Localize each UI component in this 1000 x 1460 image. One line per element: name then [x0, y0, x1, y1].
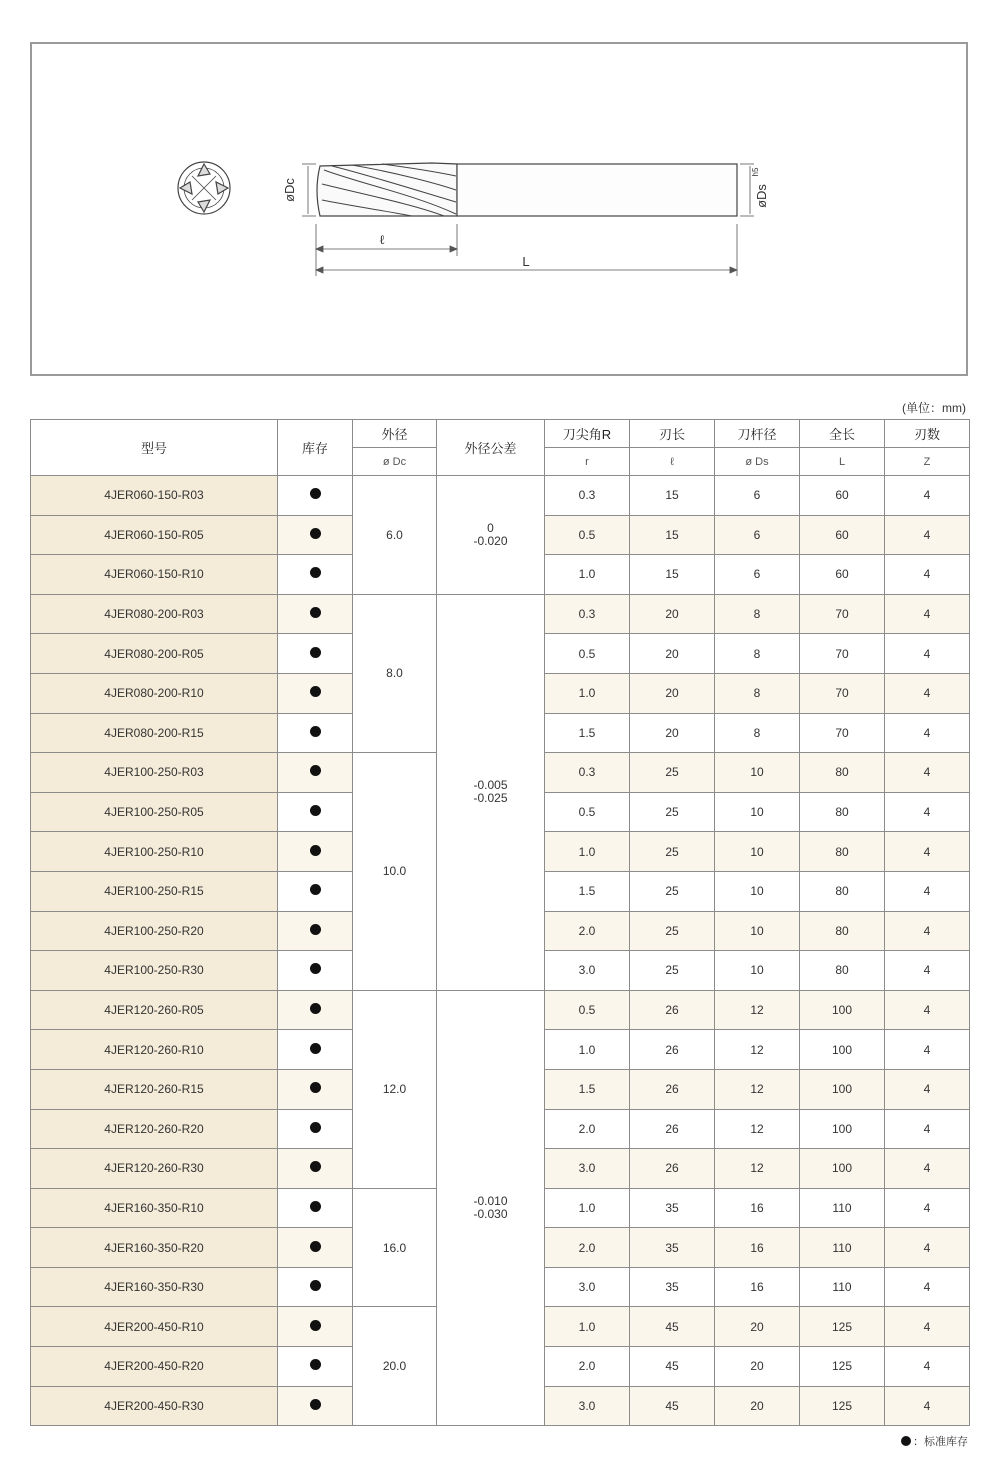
- corner-radius-cell: 3.0: [545, 1267, 630, 1307]
- overall-length-cell: 125: [800, 1347, 885, 1387]
- stock-cell: [278, 713, 353, 753]
- stock-cell: [278, 832, 353, 872]
- flute-count-cell: 4: [885, 1347, 970, 1387]
- stock-dot-icon: [310, 1122, 321, 1133]
- table-row: [31, 476, 970, 516]
- model-cell: 4JER120-260-R10: [31, 1030, 278, 1070]
- corner-radius-cell: 3.0: [545, 1386, 630, 1426]
- shank-diameter-cell: 16: [715, 1188, 800, 1228]
- model-cell: 4JER160-350-R10: [31, 1188, 278, 1228]
- corner-radius-cell: 1.5: [545, 871, 630, 911]
- model-cell: 4JER080-200-R15: [31, 713, 278, 753]
- tolerance-cell: [437, 594, 545, 990]
- tolerance-values: [473, 779, 507, 805]
- flute-length-cell: 45: [630, 1386, 715, 1426]
- stock-dot-icon: [310, 1201, 321, 1212]
- tolerance-upper: -0.005: [473, 778, 508, 793]
- overall-length-cell: 100: [800, 1149, 885, 1189]
- corner-radius-cell: 0.5: [545, 515, 630, 555]
- overall-length-label: L: [522, 254, 530, 269]
- stock-dot-icon: [310, 805, 321, 816]
- stock-cell: [278, 515, 353, 555]
- overall-length-cell: 100: [800, 1069, 885, 1109]
- overall-length-cell: 70: [800, 673, 885, 713]
- header-flute: 刃长: [630, 420, 715, 448]
- unit-note: (单位：mm): [902, 401, 966, 415]
- stock-dot-icon: [310, 1043, 321, 1054]
- stock-cell: [278, 1109, 353, 1149]
- stock-dot-icon: [310, 1161, 321, 1172]
- stock-dot-icon: [310, 924, 321, 935]
- model-cell: 4JER120-260-R05: [31, 990, 278, 1030]
- corner-radius-cell: 0.5: [545, 792, 630, 832]
- model-cell: 4JER120-260-R30: [31, 1149, 278, 1189]
- model-cell: 4JER060-150-R10: [31, 555, 278, 595]
- corner-radius-cell: 1.0: [545, 832, 630, 872]
- corner-radius-cell: 1.0: [545, 1030, 630, 1070]
- shank-diameter-cell: 12: [715, 1069, 800, 1109]
- outer-diameter-cell: 16.0: [353, 1188, 437, 1307]
- corner-radius-cell: 3.0: [545, 1149, 630, 1189]
- model-cell: 4JER200-450-R30: [31, 1386, 278, 1426]
- flute-length-cell: 20: [630, 634, 715, 674]
- stock-dot-icon: [310, 1003, 321, 1014]
- stock-dot-icon: [310, 528, 321, 539]
- header-length-sub: L: [800, 448, 885, 476]
- overall-length-cell: 100: [800, 990, 885, 1030]
- flute-length-cell: 25: [630, 951, 715, 991]
- header-length: 全长: [800, 420, 885, 448]
- overall-length-cell: 110: [800, 1228, 885, 1268]
- model-cell: 4JER100-250-R20: [31, 911, 278, 951]
- tolerance-lower: -0.020: [473, 533, 508, 548]
- ds-label: øDs: [754, 184, 769, 208]
- shank-diameter-cell: 16: [715, 1228, 800, 1268]
- flute-count-cell: 4: [885, 594, 970, 634]
- model-cell: 4JER100-250-R10: [31, 832, 278, 872]
- ds-tolerance-label: h5: [751, 167, 760, 177]
- shank-diameter-cell: 12: [715, 1030, 800, 1070]
- tolerance-upper: -0.010: [473, 1193, 508, 1208]
- overall-length-cell: 70: [800, 594, 885, 634]
- shank-diameter-cell: 10: [715, 951, 800, 991]
- header-ds-sub: ø Ds: [715, 448, 800, 476]
- outer-diameter-cell: 8.0: [353, 594, 437, 752]
- stock-cell: [278, 990, 353, 1030]
- dc-label: øDc: [282, 178, 297, 202]
- stock-cell: [278, 673, 353, 713]
- flute-count-cell: 4: [885, 951, 970, 991]
- model-cell: 4JER100-250-R03: [31, 753, 278, 793]
- tolerance-lower: -0.025: [473, 791, 508, 806]
- outer-diameter-cell: 10.0: [353, 753, 437, 991]
- overall-length-cell: 80: [800, 951, 885, 991]
- model-cell: 4JER060-150-R05: [31, 515, 278, 555]
- shank-diameter-cell: 20: [715, 1347, 800, 1387]
- tolerance-values: [473, 1195, 507, 1221]
- stock-cell: [278, 476, 353, 516]
- corner-radius-cell: 1.0: [545, 1188, 630, 1228]
- flute-length-cell: 15: [630, 515, 715, 555]
- header-ds: 刀杆径: [715, 420, 800, 448]
- end-mill-drawing: [32, 44, 966, 374]
- header-r-sub: r: [545, 448, 630, 476]
- tolerance-cell: [437, 476, 545, 595]
- flute-length-cell: 35: [630, 1267, 715, 1307]
- legend-text: ：标准库存: [913, 1436, 968, 1448]
- flute-count-cell: 4: [885, 515, 970, 555]
- stock-cell: [278, 753, 353, 793]
- flute-length-cell: 25: [630, 792, 715, 832]
- header-dc-sub: ø Dc: [353, 448, 437, 476]
- overall-length-cell: 80: [800, 871, 885, 911]
- model-cell: 4JER060-150-R03: [31, 476, 278, 516]
- flute-length-cell: 26: [630, 1030, 715, 1070]
- header-z-sub: Z: [885, 448, 970, 476]
- stock-cell: [278, 1347, 353, 1387]
- corner-radius-cell: 1.5: [545, 1069, 630, 1109]
- flute-length-cell: 35: [630, 1228, 715, 1268]
- corner-radius-cell: 2.0: [545, 1109, 630, 1149]
- stock-dot-icon: [310, 686, 321, 697]
- corner-radius-cell: 0.3: [545, 476, 630, 516]
- flute-length-cell: 35: [630, 1188, 715, 1228]
- stock-dot-icon: [310, 845, 321, 856]
- overall-length-cell: 80: [800, 911, 885, 951]
- tolerance-values: [473, 522, 507, 548]
- model-cell: 4JER200-450-R10: [31, 1307, 278, 1347]
- overall-length-cell: 125: [800, 1386, 885, 1426]
- model-cell: 4JER120-260-R15: [31, 1069, 278, 1109]
- flute-length-cell: 26: [630, 990, 715, 1030]
- shank-diameter-cell: 6: [715, 515, 800, 555]
- flute-length-cell: 26: [630, 1149, 715, 1189]
- flute-count-cell: 4: [885, 990, 970, 1030]
- outer-diameter-cell: 6.0: [353, 476, 437, 595]
- shank-diameter-cell: 8: [715, 594, 800, 634]
- stock-dot-icon: [901, 1436, 911, 1446]
- stock-cell: [278, 1267, 353, 1307]
- flute-count-cell: 4: [885, 871, 970, 911]
- outer-diameter-cell: 20.0: [353, 1307, 437, 1426]
- flute-count-cell: 4: [885, 1030, 970, 1070]
- stock-cell: [278, 555, 353, 595]
- overall-length-cell: 60: [800, 476, 885, 516]
- flute-length-cell: 20: [630, 673, 715, 713]
- stock-cell: [278, 871, 353, 911]
- header-r: 刀尖角R: [545, 420, 630, 448]
- flute-count-cell: 4: [885, 753, 970, 793]
- shank-diameter-cell: 10: [715, 753, 800, 793]
- header-dc: 外径: [353, 420, 437, 448]
- corner-radius-cell: 0.5: [545, 990, 630, 1030]
- stock-cell: [278, 1149, 353, 1189]
- overall-length-cell: 80: [800, 792, 885, 832]
- stock-dot-icon: [310, 884, 321, 895]
- flute-count-cell: 4: [885, 1228, 970, 1268]
- spec-table: [30, 419, 970, 1426]
- model-cell: 4JER100-250-R15: [31, 871, 278, 911]
- overall-length-cell: 60: [800, 515, 885, 555]
- shank-diameter-cell: 10: [715, 911, 800, 951]
- header-model: 型号: [31, 420, 278, 476]
- stock-dot-icon: [310, 726, 321, 737]
- flute-count-cell: 4: [885, 1069, 970, 1109]
- stock-cell: [278, 1386, 353, 1426]
- outer-diameter-cell: 12.0: [353, 990, 437, 1188]
- overall-length-cell: 100: [800, 1109, 885, 1149]
- stock-dot-icon: [310, 488, 321, 499]
- shank-diameter-cell: 20: [715, 1386, 800, 1426]
- corner-radius-cell: 0.3: [545, 594, 630, 634]
- overall-length-cell: 70: [800, 634, 885, 674]
- flute-count-cell: 4: [885, 1188, 970, 1228]
- flute-length-cell: 45: [630, 1347, 715, 1387]
- model-cell: 4JER080-200-R10: [31, 673, 278, 713]
- flute-length-cell: 25: [630, 832, 715, 872]
- stock-cell: [278, 1228, 353, 1268]
- stock-cell: [278, 792, 353, 832]
- shank-diameter-cell: 6: [715, 476, 800, 516]
- stock-dot-icon: [310, 1280, 321, 1291]
- model-cell: 4JER080-200-R05: [31, 634, 278, 674]
- flute-length-cell: 25: [630, 753, 715, 793]
- overall-length-cell: 110: [800, 1267, 885, 1307]
- shank-diameter-cell: 12: [715, 1109, 800, 1149]
- flute-length-cell: 45: [630, 1307, 715, 1347]
- stock-dot-icon: [310, 1399, 321, 1410]
- header-flute-sub: ℓ: [630, 448, 715, 476]
- flute-length-label: ℓ: [378, 233, 386, 248]
- stock-dot-icon: [310, 1320, 321, 1331]
- corner-radius-cell: 1.0: [545, 1307, 630, 1347]
- model-cell: 4JER200-450-R20: [31, 1347, 278, 1387]
- corner-radius-cell: 3.0: [545, 951, 630, 991]
- overall-length-cell: 60: [800, 555, 885, 595]
- stock-dot-icon: [310, 1241, 321, 1252]
- corner-radius-cell: 1.0: [545, 555, 630, 595]
- overall-length-cell: 110: [800, 1188, 885, 1228]
- corner-radius-cell: 0.3: [545, 753, 630, 793]
- model-cell: 4JER100-250-R05: [31, 792, 278, 832]
- corner-radius-cell: 2.0: [545, 1347, 630, 1387]
- flute-length-cell: 15: [630, 555, 715, 595]
- flute-length-cell: 25: [630, 911, 715, 951]
- stock-cell: [278, 951, 353, 991]
- flute-length-cell: 25: [630, 871, 715, 911]
- shank-diameter-cell: 20: [715, 1307, 800, 1347]
- model-cell: 4JER080-200-R03: [31, 594, 278, 634]
- shank-diameter-cell: 10: [715, 792, 800, 832]
- stock-cell: [278, 1030, 353, 1070]
- corner-radius-cell: 1.0: [545, 673, 630, 713]
- flute-count-cell: 4: [885, 673, 970, 713]
- end-view-icon: [178, 162, 230, 214]
- flute-length-cell: 15: [630, 476, 715, 516]
- stock-cell: [278, 1069, 353, 1109]
- overall-length-cell: 70: [800, 713, 885, 753]
- header-z: 刃数: [885, 420, 970, 448]
- stock-cell: [278, 1188, 353, 1228]
- tool-drawing-panel: [30, 42, 968, 376]
- stock-dot-icon: [310, 567, 321, 578]
- table-row: [31, 990, 970, 1030]
- stock-cell: [278, 634, 353, 674]
- tolerance-upper: 0: [487, 520, 494, 535]
- shank-diameter-cell: 8: [715, 634, 800, 674]
- stock-cell: [278, 594, 353, 634]
- flute-count-cell: 4: [885, 1149, 970, 1189]
- shank-diameter-cell: 16: [715, 1267, 800, 1307]
- flute-count-cell: 4: [885, 634, 970, 674]
- overall-length-cell: 125: [800, 1307, 885, 1347]
- header-stock: 库存: [278, 420, 353, 476]
- flute-count-cell: 4: [885, 1307, 970, 1347]
- flute-count-cell: 4: [885, 476, 970, 516]
- flute-count-cell: 4: [885, 1109, 970, 1149]
- legend: [901, 1433, 968, 1449]
- corner-radius-cell: 1.5: [545, 713, 630, 753]
- stock-dot-icon: [310, 1359, 321, 1370]
- shank-diameter-cell: 10: [715, 832, 800, 872]
- shank-diameter-cell: 10: [715, 871, 800, 911]
- overall-length-cell: 100: [800, 1030, 885, 1070]
- flute-length-cell: 20: [630, 713, 715, 753]
- shank-diameter-cell: 8: [715, 713, 800, 753]
- flute-count-cell: 4: [885, 832, 970, 872]
- shank-diameter-cell: 12: [715, 990, 800, 1030]
- tolerance-lower: -0.030: [473, 1206, 508, 1221]
- flute-length-cell: 26: [630, 1069, 715, 1109]
- spec-table-body: [31, 476, 970, 1426]
- flute-count-cell: 4: [885, 1267, 970, 1307]
- stock-dot-icon: [310, 1082, 321, 1093]
- flute-count-cell: 4: [885, 1386, 970, 1426]
- stock-dot-icon: [310, 963, 321, 974]
- model-cell: 4JER120-260-R20: [31, 1109, 278, 1149]
- side-view: [317, 163, 737, 216]
- flute-count-cell: 4: [885, 792, 970, 832]
- model-cell: 4JER160-350-R20: [31, 1228, 278, 1268]
- flute-count-cell: 4: [885, 713, 970, 753]
- corner-radius-cell: 2.0: [545, 911, 630, 951]
- stock-dot-icon: [310, 607, 321, 618]
- header-tolerance: 外径公差: [437, 420, 545, 476]
- flute-count-cell: 4: [885, 555, 970, 595]
- shank-diameter-cell: 8: [715, 673, 800, 713]
- model-cell: 4JER100-250-R30: [31, 951, 278, 991]
- flute-count-cell: 4: [885, 911, 970, 951]
- overall-length-cell: 80: [800, 832, 885, 872]
- stock-dot-icon: [310, 765, 321, 776]
- shank-diameter-cell: 6: [715, 555, 800, 595]
- flute-length-cell: 20: [630, 594, 715, 634]
- model-cell: 4JER160-350-R30: [31, 1267, 278, 1307]
- shank-diameter-cell: 12: [715, 1149, 800, 1189]
- flute-length-cell: 26: [630, 1109, 715, 1149]
- stock-cell: [278, 1307, 353, 1347]
- corner-radius-cell: 0.5: [545, 634, 630, 674]
- corner-radius-cell: 2.0: [545, 1228, 630, 1268]
- stock-dot-icon: [310, 647, 321, 658]
- stock-cell: [278, 911, 353, 951]
- tolerance-cell: [437, 990, 545, 1426]
- table-row: [31, 594, 970, 634]
- overall-length-cell: 80: [800, 753, 885, 793]
